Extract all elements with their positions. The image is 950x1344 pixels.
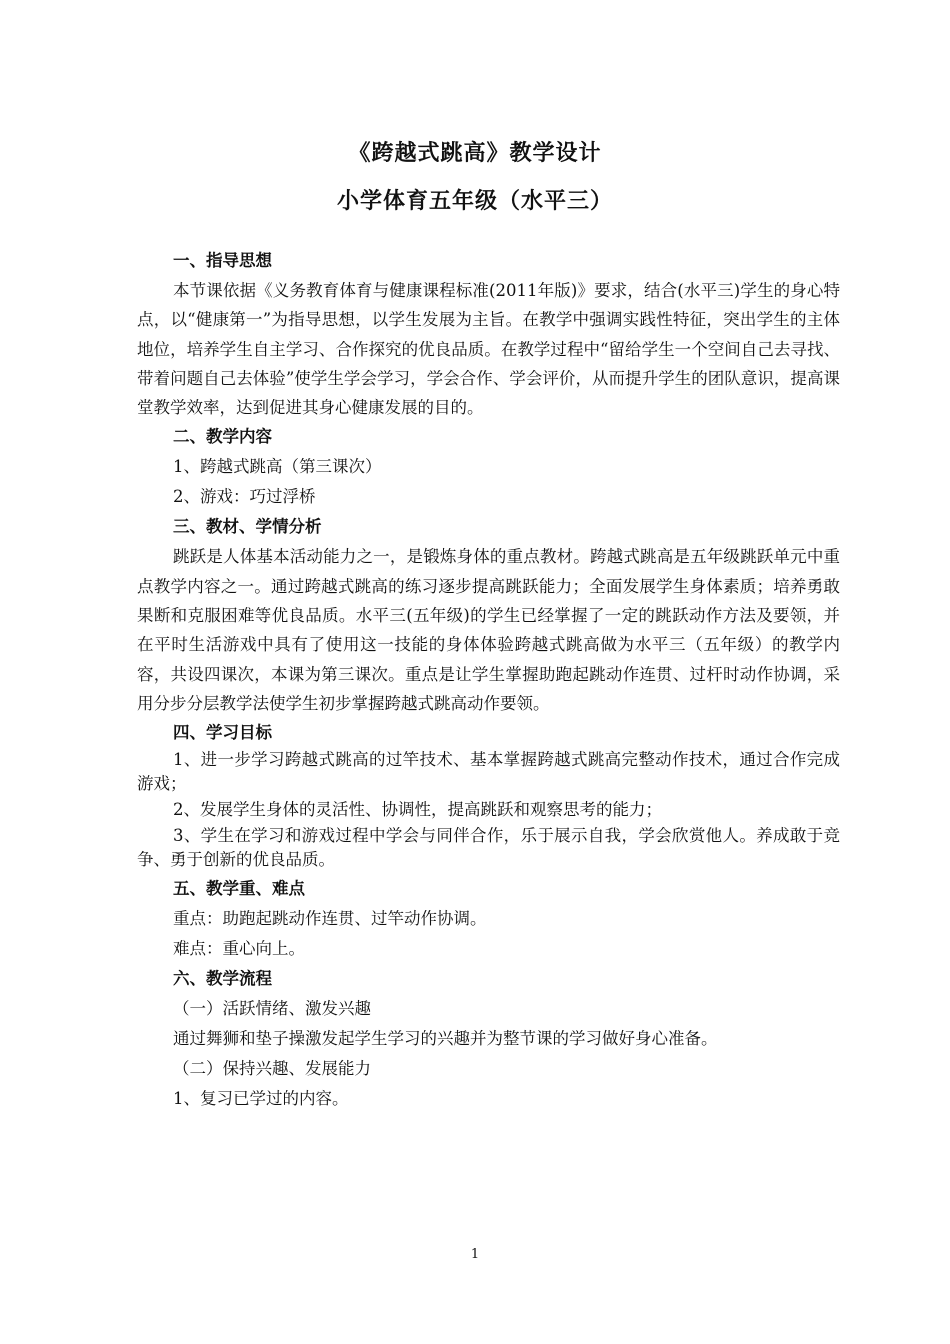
document-subtitle: 小学体育五年级（水平三） xyxy=(336,189,613,214)
list-item: 通过舞狮和垫子操激发起学生学习的兴趣并为整节课的学习做好身心准备。 xyxy=(173,1029,718,1049)
document-title: 《跨越式跳高》教学设计 xyxy=(348,141,602,166)
list-item: 2、游戏：巧过浮桥 xyxy=(173,487,316,507)
section-paragraph: 跳跃是人体基本活动能力之一，是锻炼身体的重点教材。跨越式跳高是五年级跳跃单元中重点教学内容之一。通过跨越式跳高的练习逐步提高跳跃能力；全面发展学生身体素质；培养勇敢果断和克服困难等优良品质。水平三(五年级)的学生已经掌握了一定的跳跃动作方法及要领，并在平时生活游戏中具有了使用这一技能的身体体验跨越式跳高做为水平三（五年级）的教学内容，共设四课次，本课为第三课次。重点是让学生掌握助跑起跳动作连贯、过杆时动作协调，采用分步分层教学法使学生初步掌握跨越式跳高动作要领。 xyxy=(137,547,840,713)
list-item: 难点：重心向上。 xyxy=(173,939,305,959)
goal-item: 3、学生在学习和游戏过程中学会与同伴合作，乐于展示自我，学会欣赏他人。养成敢于竞争、勇于创新的优良品质。 xyxy=(137,826,840,870)
section-heading: 六、教学流程 xyxy=(173,969,272,989)
subsection-heading: （二）保持兴趣、发展能力 xyxy=(173,1059,371,1079)
document-body xyxy=(137,246,840,1114)
section-heading: 二、教学内容 xyxy=(173,427,272,447)
goal-item: 2、发展学生身体的灵活性、协调性，提高跳跃和观察思考的能力； xyxy=(173,800,662,820)
section-heading: 五、教学重、难点 xyxy=(173,879,305,899)
subsection-heading: （一）活跃情绪、激发兴趣 xyxy=(173,999,371,1019)
list-item: 1、跨越式跳高（第三课次） xyxy=(173,457,382,477)
section-heading: 三、教材、学情分析 xyxy=(173,517,322,537)
page-number: 1 xyxy=(470,1247,480,1262)
section-paragraph: 本节课依据《义务教育体育与健康课程标准(2011年版)》要求，结合(水平三)学生的身心特点，以“健康第一”为指导思想，以学生发展为主旨。在教学中强调实践性特征，突出学生的主体地位，培养学生自主学习、合作探究的优良品质。在教学过程中“留给学生一个空间自己去寻找、带着问题自己去体验”使学生学会学习，学会合作、学会评价，从而提升学生的团队意识，提高课堂教学效率，达到促进其身心健康发展的目的。 xyxy=(137,281,840,418)
list-item: 1、复习已学过的内容。 xyxy=(173,1089,349,1109)
list-item: 重点：助跑起跳动作连贯、过竿动作协调。 xyxy=(173,909,487,929)
section-heading: 四、学习目标 xyxy=(173,723,272,743)
section-heading: 一、指导思想 xyxy=(173,251,272,270)
goal-item: 1、进一步学习跨越式跳高的过竿技术、基本掌握跨越式跳高完整动作技术，通过合作完成游戏； xyxy=(137,750,840,794)
